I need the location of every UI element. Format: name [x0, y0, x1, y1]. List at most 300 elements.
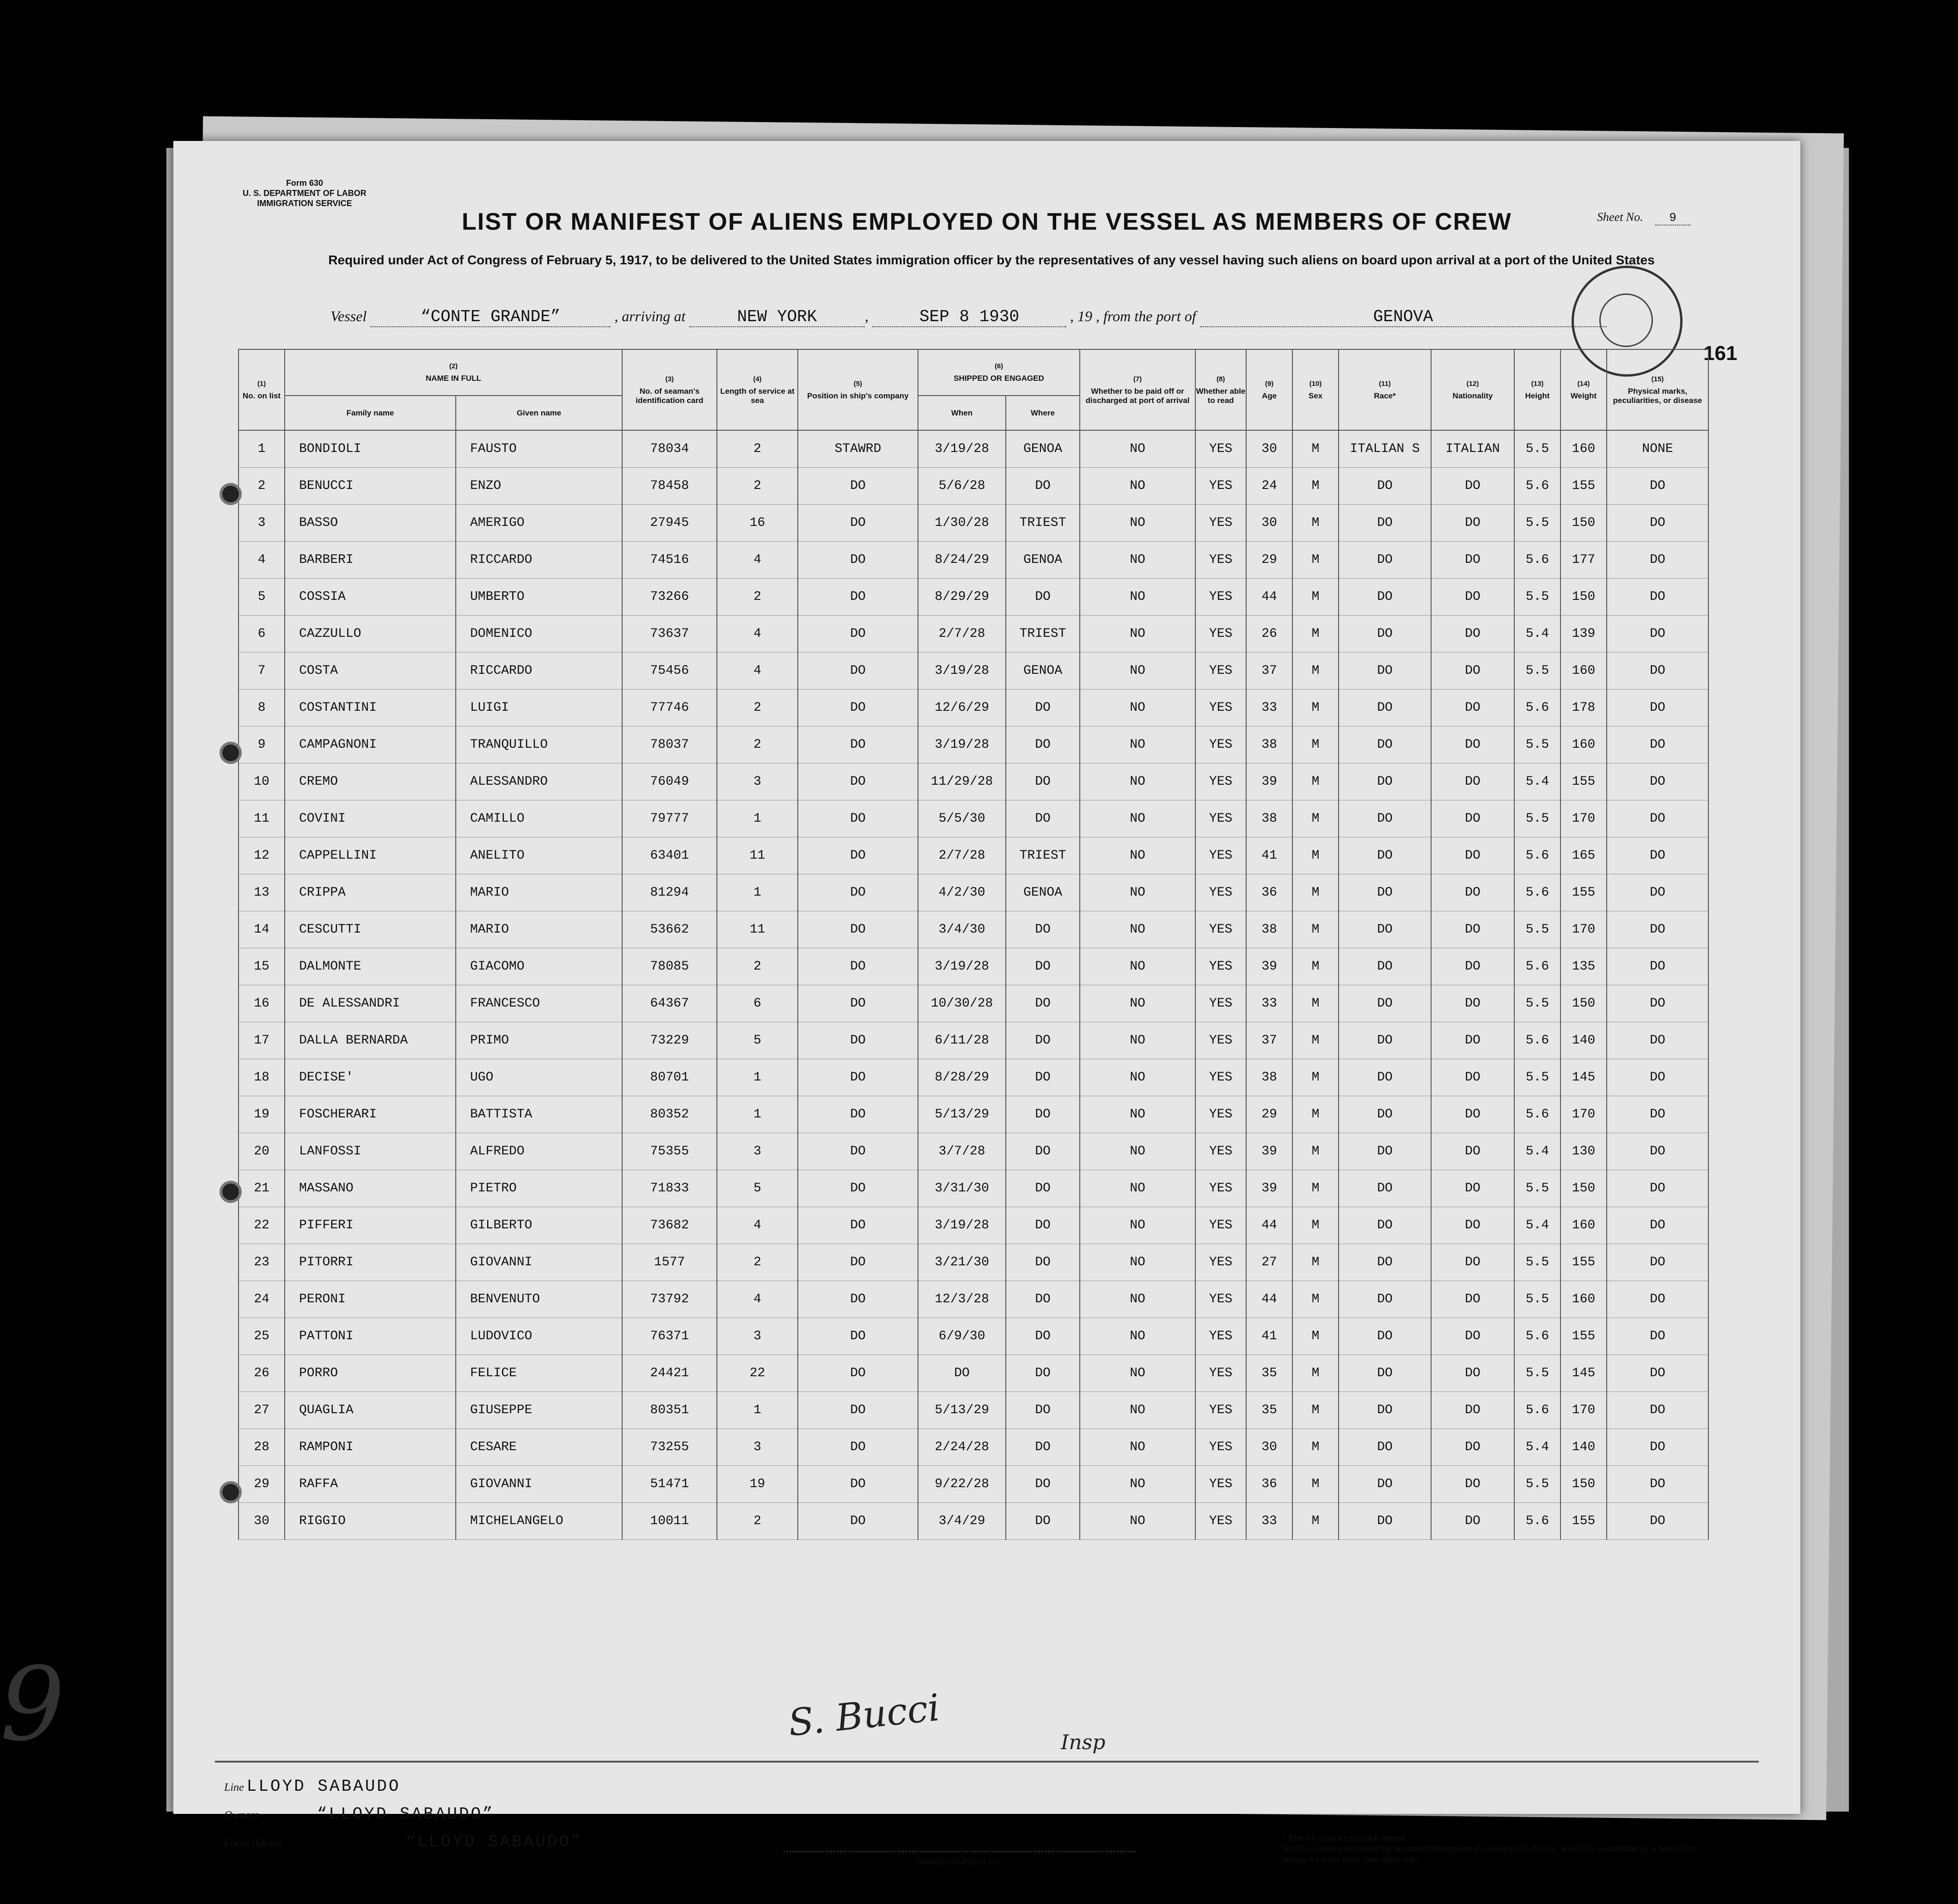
physical-marks-cell: DO	[1607, 1318, 1708, 1355]
id-card-number-cell: 51471	[622, 1466, 717, 1503]
family-name-cell: BASSO	[285, 505, 456, 542]
paid-off-cell: NO	[1080, 1318, 1195, 1355]
local-agents-label: Local Agents	[224, 1837, 282, 1849]
row-number-cell: 19	[239, 1096, 285, 1133]
table-row	[239, 505, 1708, 542]
weight-cell: 170	[1560, 911, 1607, 948]
table-row	[239, 800, 1708, 837]
family-name-cell: DECISE'	[285, 1059, 456, 1096]
able-to-read-cell: YES	[1195, 690, 1246, 726]
inspector-signature-title: Insp	[1061, 1731, 1106, 1754]
physical-marks-cell: DO	[1607, 726, 1708, 763]
physical-marks-cell: DO	[1607, 800, 1708, 837]
local-agents-value: “LLOYD SABAUDO”	[405, 1832, 583, 1851]
paid-off-cell: NO	[1080, 1392, 1195, 1429]
sex-cell: M	[1292, 800, 1339, 837]
sex-cell: M	[1292, 874, 1339, 911]
shipped-when-cell: 8/24/29	[918, 542, 1006, 579]
id-card-number-cell: 75456	[622, 653, 717, 690]
race-cell: DO	[1339, 800, 1431, 837]
row-number-cell: 18	[239, 1059, 285, 1096]
race-cell: DO	[1339, 726, 1431, 763]
family-name-cell: CREMO	[285, 763, 456, 800]
race-cell: ITALIAN S	[1339, 430, 1431, 468]
age-cell: 39	[1246, 948, 1292, 985]
header-height: (13) Height	[1514, 349, 1560, 430]
race-cell: DO	[1339, 579, 1431, 616]
given-name-cell: UGO	[456, 1059, 622, 1096]
row-number-cell: 10	[239, 763, 285, 800]
service-length-cell: 4	[717, 653, 798, 690]
position-cell: DO	[798, 1392, 918, 1429]
shipped-where-cell: DO	[1006, 1429, 1080, 1466]
physical-marks-cell: DO	[1607, 1170, 1708, 1207]
shipped-when-cell: 5/5/30	[918, 800, 1006, 837]
physical-marks-cell: DO	[1607, 1281, 1708, 1318]
service-length-cell: 6	[717, 985, 798, 1022]
able-to-read-cell: YES	[1195, 1503, 1246, 1540]
given-name-cell: PRIMO	[456, 1022, 622, 1059]
height-cell: 5.5	[1514, 1244, 1560, 1281]
service-length-cell: 4	[717, 542, 798, 579]
physical-marks-cell: DO	[1607, 1059, 1708, 1096]
race-cell: DO	[1339, 1429, 1431, 1466]
age-cell: 27	[1246, 1244, 1292, 1281]
shipped-when-cell: 3/19/28	[918, 653, 1006, 690]
sex-cell: M	[1292, 1429, 1339, 1466]
height-cell: 5.5	[1514, 800, 1560, 837]
given-name-cell: GILBERTO	[456, 1207, 622, 1244]
service-length-cell: 1	[717, 1096, 798, 1133]
year-label: , 19	[1070, 308, 1092, 324]
height-cell: 5.5	[1514, 1355, 1560, 1392]
able-to-read-cell: YES	[1195, 430, 1246, 468]
inspector-signature: S. Bucci	[786, 1686, 942, 1745]
weight-cell: 178	[1560, 690, 1607, 726]
header-family-name: Family name	[285, 396, 456, 430]
height-cell: 5.5	[1514, 430, 1560, 468]
able-to-read-cell: YES	[1195, 505, 1246, 542]
given-name-cell: LUDOVICO	[456, 1318, 622, 1355]
service-length-cell: 3	[717, 763, 798, 800]
position-cell: DO	[798, 653, 918, 690]
given-name-cell: AMERIGO	[456, 505, 622, 542]
sex-cell: M	[1292, 948, 1339, 985]
shipped-when-cell: 2/7/28	[918, 837, 1006, 874]
header-where: Where	[1006, 396, 1080, 430]
shipped-when-cell: 3/4/30	[918, 911, 1006, 948]
height-cell: 5.6	[1514, 1022, 1560, 1059]
shipped-when-cell: 6/11/28	[918, 1022, 1006, 1059]
position-cell: DO	[798, 690, 918, 726]
position-cell: DO	[798, 800, 918, 837]
sex-cell: M	[1292, 542, 1339, 579]
race-cell: DO	[1339, 948, 1431, 985]
id-card-number-cell: 73682	[622, 1207, 717, 1244]
service-length-cell: 1	[717, 800, 798, 837]
race-cell: DO	[1339, 1096, 1431, 1133]
height-cell: 5.4	[1514, 1133, 1560, 1170]
id-card-number-cell: 76371	[622, 1318, 717, 1355]
paid-off-cell: NO	[1080, 542, 1195, 579]
able-to-read-cell: YES	[1195, 1281, 1246, 1318]
id-card-number-cell: 71833	[622, 1170, 717, 1207]
shipped-when-cell: 4/2/30	[918, 874, 1006, 911]
age-cell: 30	[1246, 505, 1292, 542]
able-to-read-cell: YES	[1195, 579, 1246, 616]
position-cell: STAWRD	[798, 430, 918, 468]
height-cell: 5.6	[1514, 874, 1560, 911]
header-sex: (10) Sex	[1292, 349, 1339, 430]
id-card-number-cell: 53662	[622, 911, 717, 948]
height-cell: 5.5	[1514, 911, 1560, 948]
vessel-label: Vessel	[330, 308, 367, 324]
physical-marks-cell: DO	[1607, 985, 1708, 1022]
id-card-number-cell: 10011	[622, 1503, 717, 1540]
header-length-of-service: (4) Length of service at sea	[717, 349, 798, 430]
shipped-where-cell: DO	[1006, 726, 1080, 763]
given-name-cell: MICHELANGELO	[456, 1503, 622, 1540]
given-name-cell: RICCARDO	[456, 653, 622, 690]
row-number-cell: 3	[239, 505, 285, 542]
shipped-where-cell: DO	[1006, 911, 1080, 948]
height-cell: 5.5	[1514, 653, 1560, 690]
nationality-cell: DO	[1431, 837, 1514, 874]
physical-marks-cell: DO	[1607, 763, 1708, 800]
family-name-cell: LANFOSSI	[285, 1133, 456, 1170]
weight-cell: 155	[1560, 763, 1607, 800]
service-length-cell: 4	[717, 616, 798, 653]
given-name-cell: TRANQUILLO	[456, 726, 622, 763]
age-cell: 39	[1246, 763, 1292, 800]
header-id-card: (3) No. of seaman's identification card	[622, 349, 717, 430]
race-cell: DO	[1339, 1281, 1431, 1318]
family-name-cell: PATTONI	[285, 1318, 456, 1355]
physical-marks-cell: DO	[1607, 653, 1708, 690]
shipped-where-cell: DO	[1006, 763, 1080, 800]
sex-cell: M	[1292, 1466, 1339, 1503]
sex-cell: M	[1292, 1392, 1339, 1429]
row-number-cell: 29	[239, 1466, 285, 1503]
family-name-cell: PITORRI	[285, 1244, 456, 1281]
race-cell: DO	[1339, 505, 1431, 542]
service-length-cell: 2	[717, 690, 798, 726]
nationality-cell: DO	[1431, 1466, 1514, 1503]
height-cell: 5.5	[1514, 505, 1560, 542]
race-cell: DO	[1339, 1244, 1431, 1281]
age-cell: 38	[1246, 726, 1292, 763]
service-length-cell: 4	[717, 1207, 798, 1244]
document-title: LIST OR MANIFEST OF ALIENS EMPLOYED ON THE VESSEL AS MEMBERS OF CREW	[462, 208, 1512, 235]
binder-hole	[220, 742, 242, 764]
nationality-cell: DO	[1431, 653, 1514, 690]
shipped-when-cell: 8/29/29	[918, 579, 1006, 616]
race-cell: DO	[1339, 985, 1431, 1022]
service-length-cell: 22	[717, 1355, 798, 1392]
weight-cell: 170	[1560, 800, 1607, 837]
family-name-cell: DE ALESSANDRI	[285, 985, 456, 1022]
row-number-cell: 21	[239, 1170, 285, 1207]
shipped-when-cell: 9/22/28	[918, 1466, 1006, 1503]
age-cell: 30	[1246, 430, 1292, 468]
sex-cell: M	[1292, 1503, 1339, 1540]
given-name-cell: ANELITO	[456, 837, 622, 874]
weight-cell: 150	[1560, 505, 1607, 542]
shipped-where-cell: DO	[1006, 1318, 1080, 1355]
row-number-cell: 8	[239, 690, 285, 726]
sex-cell: M	[1292, 1244, 1339, 1281]
row-number-cell: 28	[239, 1429, 285, 1466]
table-row	[239, 1170, 1708, 1207]
able-to-read-cell: YES	[1195, 1392, 1246, 1429]
nationality-cell: DO	[1431, 1170, 1514, 1207]
family-name-cell: CAMPAGNONI	[285, 726, 456, 763]
physical-marks-cell: DO	[1607, 542, 1708, 579]
physical-marks-cell: DO	[1607, 1503, 1708, 1540]
physical-marks-cell: NONE	[1607, 430, 1708, 468]
nationality-cell: DO	[1431, 911, 1514, 948]
table-row	[239, 985, 1708, 1022]
paid-off-cell: NO	[1080, 1429, 1195, 1466]
position-cell: DO	[798, 1355, 918, 1392]
shipped-where-cell: TRIEST	[1006, 505, 1080, 542]
weight-cell: 150	[1560, 579, 1607, 616]
paid-off-cell: NO	[1080, 616, 1195, 653]
given-name-cell: CESARE	[456, 1429, 622, 1466]
age-cell: 26	[1246, 616, 1292, 653]
family-name-cell: FOSCHERARI	[285, 1096, 456, 1133]
id-card-number-cell: 78085	[622, 948, 717, 985]
age-cell: 38	[1246, 1059, 1292, 1096]
table-row	[239, 763, 1708, 800]
shipped-when-cell: 5/6/28	[918, 468, 1006, 505]
given-name-cell: MARIO	[456, 911, 622, 948]
paid-off-cell: NO	[1080, 1355, 1195, 1392]
shipped-when-cell: 3/19/28	[918, 948, 1006, 985]
table-row	[239, 1392, 1708, 1429]
table-row	[239, 542, 1708, 579]
height-cell: 5.5	[1514, 1466, 1560, 1503]
family-name-cell: RAMPONI	[285, 1429, 456, 1466]
given-name-cell: LUIGI	[456, 690, 622, 726]
paid-off-cell: NO	[1080, 468, 1195, 505]
header-age: (9) Age	[1246, 349, 1292, 430]
able-to-read-cell: YES	[1195, 616, 1246, 653]
position-cell: DO	[798, 837, 918, 874]
table-row	[239, 1281, 1708, 1318]
id-card-number-cell: 73266	[622, 579, 717, 616]
age-cell: 24	[1246, 468, 1292, 505]
position-cell: DO	[798, 1244, 918, 1281]
nationality-cell: DO	[1431, 1022, 1514, 1059]
family-name-cell: CESCUTTI	[285, 911, 456, 948]
nationality-cell: DO	[1431, 1429, 1514, 1466]
weight-cell: 155	[1560, 1244, 1607, 1281]
row-number-cell: 26	[239, 1355, 285, 1392]
service-length-cell: 3	[717, 1133, 798, 1170]
service-length-cell: 5	[717, 1022, 798, 1059]
shipped-where-cell: DO	[1006, 948, 1080, 985]
paid-off-cell: NO	[1080, 985, 1195, 1022]
nationality-cell: DO	[1431, 726, 1514, 763]
paid-off-cell: NO	[1080, 653, 1195, 690]
shipped-where-cell: DO	[1006, 1392, 1080, 1429]
service-length-cell: 4	[717, 1281, 798, 1318]
from-port-label: , from the port of	[1095, 308, 1196, 324]
service-length-cell: 11	[717, 911, 798, 948]
shipped-where-cell: GENOA	[1006, 542, 1080, 579]
shipped-where-cell: DO	[1006, 985, 1080, 1022]
shipped-where-cell: DO	[1006, 1355, 1080, 1392]
nationality-cell: DO	[1431, 1281, 1514, 1318]
family-name-cell: CRIPPA	[285, 874, 456, 911]
service-length-cell: 1	[717, 874, 798, 911]
service-length-cell: 16	[717, 505, 798, 542]
nationality-cell: DO	[1431, 1503, 1514, 1540]
height-cell: 5.6	[1514, 1503, 1560, 1540]
able-to-read-cell: YES	[1195, 542, 1246, 579]
weight-cell: 145	[1560, 1355, 1607, 1392]
physical-marks-cell: DO	[1607, 1466, 1708, 1503]
nationality-cell: DO	[1431, 579, 1514, 616]
family-name-cell: DALMONTE	[285, 948, 456, 985]
paid-off-cell: NO	[1080, 430, 1195, 468]
physical-marks-cell: DO	[1607, 874, 1708, 911]
table-row	[239, 690, 1708, 726]
race-cell: DO	[1339, 542, 1431, 579]
paid-off-cell: NO	[1080, 800, 1195, 837]
weight-cell: 170	[1560, 1392, 1607, 1429]
header-given-name: Given name	[456, 396, 622, 430]
id-card-number-cell: 78034	[622, 430, 717, 468]
shipped-when-cell: 3/19/28	[918, 430, 1006, 468]
able-to-read-cell: YES	[1195, 653, 1246, 690]
sex-cell: M	[1292, 911, 1339, 948]
table-row	[239, 1466, 1708, 1503]
weight-cell: 155	[1560, 468, 1607, 505]
shipped-where-cell: DO	[1006, 579, 1080, 616]
family-name-cell: PERONI	[285, 1281, 456, 1318]
position-cell: DO	[798, 468, 918, 505]
nationality-cell: DO	[1431, 468, 1514, 505]
sex-cell: M	[1292, 1096, 1339, 1133]
position-cell: DO	[798, 505, 918, 542]
line-value: LLOYD SABAUDO	[246, 1777, 401, 1796]
age-cell: 39	[1246, 1133, 1292, 1170]
given-name-cell: ENZO	[456, 468, 622, 505]
position-cell: DO	[798, 948, 918, 985]
weight-cell: 160	[1560, 653, 1607, 690]
age-cell: 29	[1246, 1096, 1292, 1133]
sex-cell: M	[1292, 1059, 1339, 1096]
race-cell: DO	[1339, 1059, 1431, 1096]
races-note: * See list of races on back hereof.	[1283, 1833, 1407, 1843]
paid-off-cell: NO	[1080, 1022, 1195, 1059]
family-name-cell: QUAGLIA	[285, 1392, 456, 1429]
sex-cell: M	[1292, 763, 1339, 800]
able-to-read-cell: YES	[1195, 1059, 1246, 1096]
service-length-cell: 2	[717, 1503, 798, 1540]
able-to-read-cell: YES	[1195, 1466, 1246, 1503]
shipped-when-cell: DO	[918, 1355, 1006, 1392]
physical-marks-cell: DO	[1607, 579, 1708, 616]
given-name-cell: ALESSANDRO	[456, 763, 622, 800]
crew-table	[238, 349, 1709, 1540]
weight-cell: 160	[1560, 430, 1607, 468]
nationality-cell: DO	[1431, 1059, 1514, 1096]
position-cell: DO	[798, 1059, 918, 1096]
shipped-where-cell: DO	[1006, 468, 1080, 505]
binder-hole	[220, 483, 242, 505]
race-cell: DO	[1339, 1355, 1431, 1392]
shipped-when-cell: 3/31/30	[918, 1170, 1006, 1207]
service-length-cell: 11	[717, 837, 798, 874]
form-number: Form 630	[286, 178, 323, 188]
table-row	[239, 1429, 1708, 1466]
given-name-cell: FAUSTO	[456, 430, 622, 468]
sex-cell: M	[1292, 616, 1339, 653]
service-length-cell: 5	[717, 1170, 798, 1207]
shipped-where-cell: DO	[1006, 1207, 1080, 1244]
table-row	[239, 1059, 1708, 1096]
nationality-cell: DO	[1431, 1244, 1514, 1281]
position-cell: DO	[798, 1466, 918, 1503]
nationality-cell: DO	[1431, 985, 1514, 1022]
row-number-cell: 27	[239, 1392, 285, 1429]
local-agents-field	[224, 1832, 583, 1851]
position-cell: DO	[798, 1429, 918, 1466]
shipped-when-cell: 5/13/29	[918, 1096, 1006, 1133]
given-name-cell: PIETRO	[456, 1170, 622, 1207]
id-card-number-cell: 73229	[622, 1022, 717, 1059]
age-cell: 38	[1246, 911, 1292, 948]
table-row	[239, 579, 1708, 616]
row-number-cell: 14	[239, 911, 285, 948]
given-name-cell: BATTISTA	[456, 1096, 622, 1133]
paid-off-cell: NO	[1080, 1059, 1195, 1096]
sex-cell: M	[1292, 1318, 1339, 1355]
sex-cell: M	[1292, 837, 1339, 874]
weight-cell: 155	[1560, 874, 1607, 911]
binder-hole	[220, 1181, 242, 1203]
able-to-read-cell: YES	[1195, 763, 1246, 800]
shipped-when-cell: 2/24/28	[918, 1429, 1006, 1466]
paid-off-cell: NO	[1080, 505, 1195, 542]
header-race: (11) Race*	[1339, 349, 1431, 430]
document-subtitle: Required under Act of Congress of February 5, 1917, to be delivered to the United States immigration officer by the representatives of any vessel having such aliens on board upon arrival at a port of the United States	[328, 253, 1655, 267]
shipped-when-cell: 3/19/28	[918, 726, 1006, 763]
id-card-number-cell: 76049	[622, 763, 717, 800]
nationality-cell: DO	[1431, 948, 1514, 985]
family-name-cell: MASSANO	[285, 1170, 456, 1207]
shipped-where-cell: DO	[1006, 1503, 1080, 1540]
row-number-cell: 2	[239, 468, 285, 505]
height-cell: 5.6	[1514, 1318, 1560, 1355]
sex-cell: M	[1292, 1355, 1339, 1392]
age-cell: 36	[1246, 874, 1292, 911]
sex-cell: M	[1292, 505, 1339, 542]
row-number-cell: 15	[239, 948, 285, 985]
table-row	[239, 726, 1708, 763]
physical-marks-cell: DO	[1607, 911, 1708, 948]
header-name-in-full: (2) NAME IN FULL	[285, 349, 622, 396]
position-cell: DO	[798, 542, 918, 579]
shipped-where-cell: DO	[1006, 1059, 1080, 1096]
shipped-when-cell: 3/21/30	[918, 1244, 1006, 1281]
manifest-sheet	[173, 141, 1800, 1867]
height-cell: 5.4	[1514, 763, 1560, 800]
vessel-line: Vessel “CONTE GRANDE” , arriving at NEW YORK , SEP 8 1930 , 19 , from the port of GENOVA	[330, 307, 1607, 327]
